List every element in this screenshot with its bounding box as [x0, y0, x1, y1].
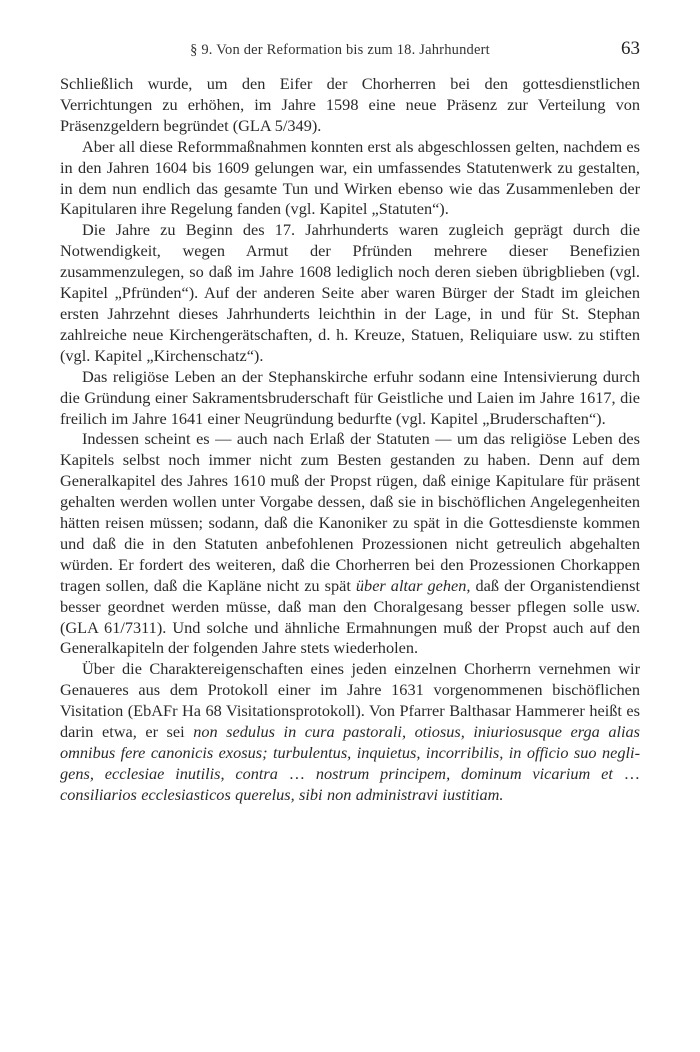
paragraph-5-text-1: Indessen scheint es — auch nach Erlaß der Statuten — um das religiöse Leben des Kapitels selbst noch immer nicht zum Besten gestanden zu haben. Denn auf dem Generalkapitel des Jahres 1610 muß der Propst rügen, daß einige Kapitulare für präsent gehalten werden wollen unter Vorgabe dessen, daß sie in bischöflichen Angelegenheiten hätten reisen müssen; sodann, daß die Kanoniker zu spät in die Gottesdienste kommen und daß die in den Statuten anbefohlenen Prozessionen nicht getreulich abgehalten würden. Er fordert des weiteren, daß die Chorherren bei den Prozessionen Chorkappen tragen sollen, daß die Kapläne nicht zu spät [60, 429, 640, 595]
running-title: § 9. Von der Reformation bis zum 18. Jahrhundert [190, 42, 490, 58]
paragraph-6-text-1: Über die Charaktereigenschaften eines jeden einzelnen Chorherrn vernehmen wir Genaueres aus dem Protokoll einer im Jahre 1631 vorgenommenen bischöflichen Visitation (EbAFr Ha 68 Visitationsprotokoll). Von Pfarrer Balthasar Hammerer heißt es darin etwa, er sei [60, 659, 640, 742]
paragraph-5-italic-phrase: über altar gehen, [355, 575, 471, 595]
paragraph-4: Das religiöse Leben an der Stephanskirche erfuhr sodann eine Intensivierung durch die Gründung einer Sakramentsbruderschaft für Geistliche und Laien im Jahre 1617, die freilich im Jahre 1641 einer Neugründung bedurfte (vgl. Kapitel „Bruderschaften“). [60, 366, 640, 428]
body-text [60, 74, 640, 806]
paragraph-5-text-2: daß der Organistendienst besser geordnet werden müsse, daß man den Choralgesang besser pflegen solle usw. (GLA 61/7311). Und solche und ähnliche Ermahnungen muß der Propst auch auf den Generalkapiteln der folgenden Jahre stets wiederholen. [60, 575, 640, 658]
paragraph-6 [60, 659, 640, 805]
paragraph-6-latin-quote-3: consiliarios ecclesiasticos querelus, sibi non administravi iustitiam. [60, 784, 504, 804]
paragraph-1: Schließlich wurde, um den Eifer der Chorherren bei den gottesdienstlichen Verrichtungen zu erhöhen, im Jahre 1598 eine neue Präsenz zur Verteilung von Präsenzgeldern begründet (GLA 5/349). [60, 74, 640, 135]
page-number: 63 [621, 38, 640, 59]
paragraph-6-ellipsis-2: … [612, 763, 640, 783]
paragraph-5 [60, 429, 640, 659]
running-head [60, 38, 640, 62]
paragraph-6-ellipsis-1: … [277, 763, 316, 783]
paragraph-2: Aber all diese Reformmaßnahmen konnten erst als abgeschlossen gelten, nachdem es in den Jahren 1604 bis 1609 gelungen war, ein umfassendes Statutenwerk zu gestalten, in dem nun endlich das gesamte Tun und Wirken ebenso wie das Zusammenleben der Kapitularen ihre Regelung fanden (vgl. Kapitel „Statuten“). [60, 136, 640, 219]
paragraph-3: Die Jahre zu Beginn des 17. Jahrhunderts waren zugleich geprägt durch die Notwendigkeit, wegen Armut der Pfründen mehrere dieser Benefizien zusammenzulegen, so daß im Jahre 1608 lediglich noch deren sieben übrigblieben (vgl. Kapitel „Pfründen“). Auf der anderen Seite aber waren Bürger der Stadt im gleichen ersten Jahrzehnt dieses Jahrhunderts leichthin in der Lage, in und für St. Stephan zahlreiche neue Kirchengerätschaften, d. h. Kreuze, Statuen, Reliquiare usw. zu stiften (vgl. Kapitel „Kirchenschatz“). [60, 220, 640, 365]
paragraph-6-latin-quote-2: nostrum principem, dominum vicarium et [315, 763, 613, 783]
paragraph-6-latin-quote-1: non sedulus in cura pastorali, otiosus, iniuriosusque erga alias omnibus fere canonicis exosus; turbulentus, inquietus, incorribilis, in officio suo negligens, ecclesiae inutilis, contra [60, 722, 640, 783]
